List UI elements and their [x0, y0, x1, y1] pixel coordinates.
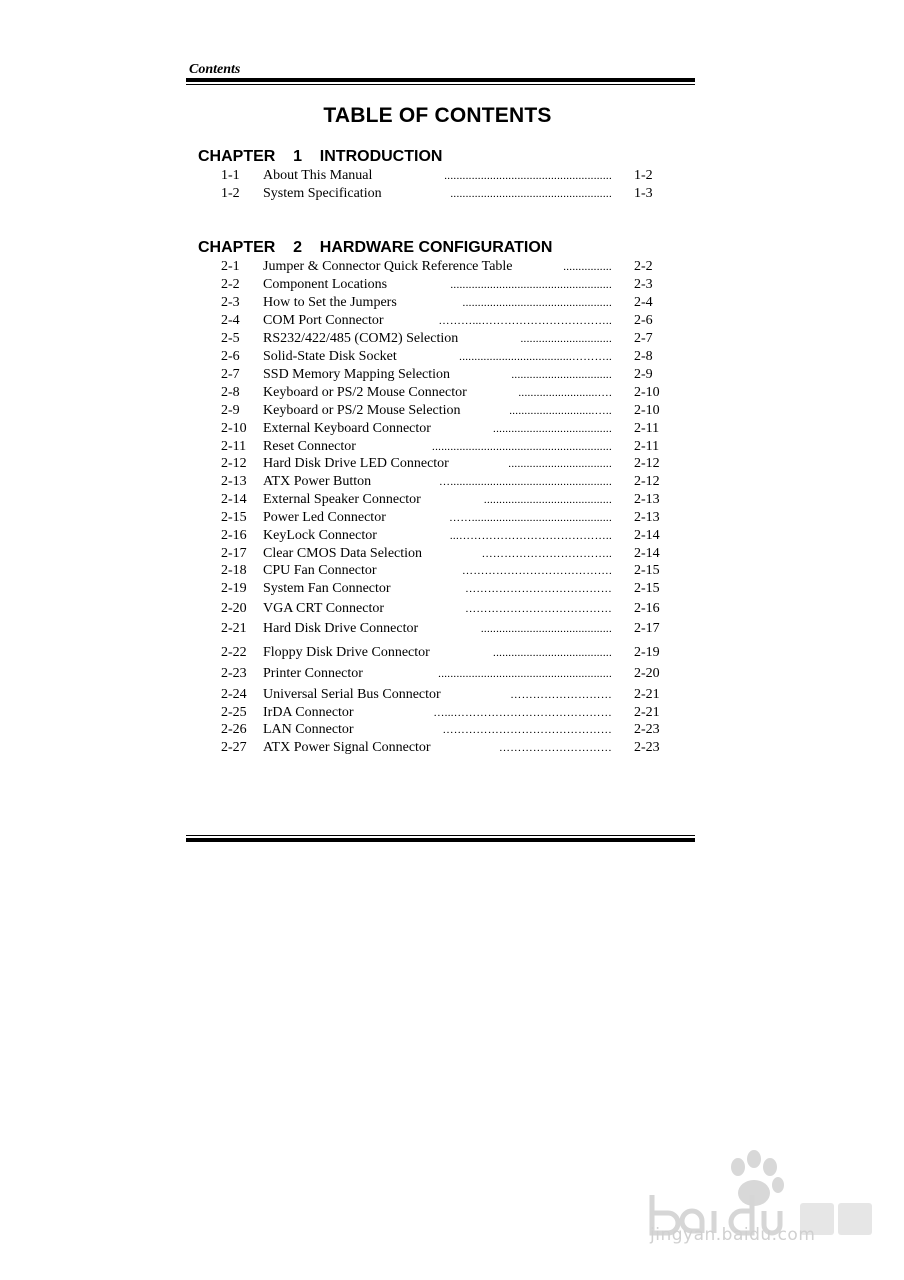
- watermark-url: jingyan.baidu.com: [650, 1225, 816, 1245]
- toc-entry[interactable]: [0, 739, 904, 757]
- toc-entry[interactable]: [0, 562, 904, 580]
- entry-label: Clear CMOS Data Selection: [263, 546, 423, 561]
- entry-label: How to Set the Jumpers: [263, 295, 397, 310]
- entry-page: 2-14: [634, 546, 660, 561]
- entry-label: Hard Disk Drive Connector: [263, 621, 419, 636]
- entry-leader-dots: .................................................: [462, 297, 612, 309]
- entry-number: 1-1: [221, 168, 240, 183]
- toc-entry[interactable]: [0, 721, 904, 739]
- toc-entry[interactable]: [0, 167, 904, 185]
- entry-label: Hard Disk Drive LED Connector: [263, 456, 449, 471]
- entry-page: 2-6: [634, 313, 653, 328]
- entry-leader-dots: .......................................: [493, 647, 612, 659]
- entry-number: 1-2: [221, 186, 240, 201]
- toc-entry[interactable]: [0, 294, 904, 312]
- entry-leader-dots: ..........................................: [483, 494, 612, 506]
- entry-page: 2-12: [634, 474, 660, 489]
- entry-page: 2-19: [634, 645, 660, 660]
- entry-page: 2-17: [634, 621, 660, 636]
- entry-page: 2-10: [634, 385, 660, 400]
- toc-entry[interactable]: [0, 258, 904, 276]
- entry-number: 2-6: [221, 349, 240, 364]
- entry-label: About This Manual: [263, 168, 373, 183]
- entry-leader-dots: ……..............................................: [449, 512, 612, 524]
- entry-number: 2-5: [221, 331, 240, 346]
- toc-entry[interactable]: [0, 509, 904, 527]
- entry-page: 2-2: [634, 259, 653, 274]
- entry-page: 2-13: [634, 510, 660, 525]
- entry-leader-dots: ...........................................................: [432, 441, 612, 453]
- entry-page: 2-4: [634, 295, 653, 310]
- entry-label: Keyboard or PS/2 Mouse Selection: [263, 403, 461, 418]
- toc-entry[interactable]: [0, 527, 904, 545]
- entry-label: System Fan Connector: [263, 581, 391, 596]
- entry-label: ATX Power Button: [263, 474, 372, 489]
- toc-entry[interactable]: [0, 312, 904, 330]
- entry-page: 1-3: [634, 186, 653, 201]
- toc-entry[interactable]: [0, 420, 904, 438]
- paw-toe-3: [763, 1158, 777, 1176]
- entry-label: RS232/422/485 (COM2) Selection: [263, 331, 459, 346]
- entry-label: COM Port Connector: [263, 313, 384, 328]
- entry-label: VGA CRT Connector: [263, 601, 385, 616]
- entry-page: 2-12: [634, 456, 660, 471]
- entry-number: 2-15: [221, 510, 247, 525]
- entry-label: Power Led Connector: [263, 510, 386, 525]
- header-rule-thick: [186, 78, 695, 82]
- entry-page: 2-11: [634, 421, 660, 436]
- entry-number: 2-25: [221, 705, 247, 720]
- footer-rule-thick: [186, 838, 695, 842]
- entry-page: 2-15: [634, 563, 660, 578]
- entry-label: LAN Connector: [263, 722, 354, 737]
- toc-entry[interactable]: [0, 348, 904, 366]
- entry-leader-dots: ….....................................................: [439, 476, 612, 488]
- entry-label: SSD Memory Mapping Selection: [263, 367, 451, 382]
- toc-entry[interactable]: [0, 276, 904, 294]
- entry-number: 2-18: [221, 563, 247, 578]
- entry-number: 2-22: [221, 645, 247, 660]
- entry-number: 2-13: [221, 474, 247, 489]
- entry-number: 2-26: [221, 722, 247, 737]
- toc-entry[interactable]: [0, 704, 904, 722]
- entry-number: 2-12: [221, 456, 247, 471]
- entry-number: 2-1: [221, 259, 240, 274]
- entry-label: External Keyboard Connector: [263, 421, 431, 436]
- entry-number: 2-2: [221, 277, 240, 292]
- entry-label: Solid-State Disk Socket: [263, 349, 397, 364]
- paw-toe-4: [772, 1177, 784, 1193]
- entry-leader-dots: ............................…..: [509, 405, 612, 417]
- entry-number: 2-17: [221, 546, 247, 561]
- entry-number: 2-20: [221, 601, 247, 616]
- footer-rule-thin: [186, 835, 695, 836]
- entry-leader-dots: …………………………………: [465, 603, 612, 615]
- header-rule-thin: [186, 84, 695, 85]
- entry-page: 2-8: [634, 349, 653, 364]
- entry-label: Reset Connector: [263, 439, 356, 454]
- entry-number: 2-8: [221, 385, 240, 400]
- toc-entry[interactable]: [0, 330, 904, 348]
- toc-entry[interactable]: [0, 620, 904, 638]
- toc-entry[interactable]: [0, 491, 904, 509]
- entry-label: Jumper & Connector Quick Reference Table: [263, 259, 513, 274]
- entry-leader-dots: ..............................: [520, 333, 612, 345]
- entry-number: 2-14: [221, 492, 247, 507]
- entry-leader-dots: .....................................................: [450, 188, 612, 200]
- entry-leader-dots: ................: [563, 261, 612, 273]
- entry-page: 2-3: [634, 277, 653, 292]
- entry-page: 2-11: [634, 439, 660, 454]
- toc-entry[interactable]: [0, 545, 904, 563]
- entry-leader-dots: ………………………………….: [462, 565, 612, 577]
- toc-entry[interactable]: [0, 600, 904, 618]
- toc-entry[interactable]: [0, 455, 904, 473]
- chapter-2-heading: CHAPTER 2 HARDWARE CONFIGURATION: [198, 239, 553, 256]
- logo-cjk-block-2: [838, 1203, 872, 1235]
- paw-toe-2: [747, 1150, 761, 1168]
- entry-number: 2-3: [221, 295, 240, 310]
- entry-label: Printer Connector: [263, 666, 363, 681]
- entry-page: 2-15: [634, 581, 660, 596]
- entry-number: 2-11: [221, 439, 247, 454]
- entry-number: 2-7: [221, 367, 240, 382]
- toc-entry[interactable]: [0, 580, 904, 598]
- entry-number: 2-10: [221, 421, 247, 436]
- toc-entry[interactable]: [0, 473, 904, 491]
- entry-leader-dots: ...…………………………………..: [449, 530, 612, 542]
- entry-number: 2-16: [221, 528, 247, 543]
- entry-leader-dots: ………………………………………: [442, 724, 612, 736]
- entry-label: Keyboard or PS/2 Mouse Connector: [263, 385, 467, 400]
- entry-number: 2-24: [221, 687, 247, 702]
- entry-leader-dots: .......................................................: [444, 170, 612, 182]
- entry-page: 2-10: [634, 403, 660, 418]
- entry-page: 2-21: [634, 687, 660, 702]
- baidu-watermark-logo: [640, 1145, 880, 1275]
- entry-leader-dots: ………...……………………………..: [438, 315, 612, 327]
- toc-entry[interactable]: [0, 438, 904, 456]
- entry-leader-dots: ……………………………..: [481, 548, 612, 560]
- entry-leader-dots: .........................................................: [438, 668, 612, 680]
- entry-leader-dots: ...........................................: [480, 623, 612, 635]
- entry-page: 1-2: [634, 168, 653, 183]
- toc-entry[interactable]: [0, 366, 904, 384]
- entry-number: 2-19: [221, 581, 247, 596]
- entry-leader-dots: ..................................: [508, 458, 612, 470]
- entry-label: Component Locations: [263, 277, 388, 292]
- chapter-1-heading: CHAPTER 1 INTRODUCTION: [198, 148, 443, 165]
- entry-page: 2-20: [634, 666, 660, 681]
- paw-toe-1: [731, 1158, 745, 1176]
- entry-page: 2-13: [634, 492, 660, 507]
- entry-leader-dots: ..........................….: [518, 387, 612, 399]
- page-title: TABLE OF CONTENTS: [323, 104, 552, 127]
- entry-page: 2-14: [634, 528, 660, 543]
- entry-leader-dots: ………………………: [510, 689, 612, 701]
- entry-page: 2-23: [634, 722, 660, 737]
- entry-number: 2-9: [221, 403, 240, 418]
- entry-label: CPU Fan Connector: [263, 563, 377, 578]
- entry-number: 2-23: [221, 666, 247, 681]
- entry-leader-dots: .....................................………..: [459, 351, 612, 363]
- entry-number: 2-4: [221, 313, 240, 328]
- entry-leader-dots: …………………………: [499, 742, 612, 754]
- entry-label: Universal Serial Bus Connector: [263, 687, 441, 702]
- entry-page: 2-23: [634, 740, 660, 755]
- header-section-label: Contents: [189, 62, 241, 77]
- entry-page: 2-21: [634, 705, 660, 720]
- entry-number: 2-27: [221, 740, 247, 755]
- entry-leader-dots: …...……………………………………: [433, 707, 612, 719]
- entry-page: 2-9: [634, 367, 653, 382]
- toc-entry[interactable]: [0, 402, 904, 420]
- toc-entry[interactable]: [0, 644, 904, 662]
- entry-label: External Speaker Connector: [263, 492, 421, 507]
- toc-entry[interactable]: [0, 665, 904, 683]
- entry-leader-dots: .................................: [511, 369, 612, 381]
- entry-leader-dots: …………………………………: [465, 583, 612, 595]
- entry-label: ATX Power Signal Connector: [263, 740, 431, 755]
- entry-leader-dots: .....................................................: [450, 279, 612, 291]
- entry-label: Floppy Disk Drive Connector: [263, 645, 430, 660]
- entry-leader-dots: .......................................: [493, 423, 612, 435]
- entry-label: System Specification: [263, 186, 382, 201]
- entry-label: KeyLock Connector: [263, 528, 377, 543]
- toc-entry[interactable]: [0, 686, 904, 704]
- toc-entry[interactable]: [0, 185, 904, 203]
- entry-number: 2-21: [221, 621, 247, 636]
- entry-label: IrDA Connector: [263, 705, 354, 720]
- entry-page: 2-16: [634, 601, 660, 616]
- entry-page: 2-7: [634, 331, 653, 346]
- toc-entry[interactable]: [0, 384, 904, 402]
